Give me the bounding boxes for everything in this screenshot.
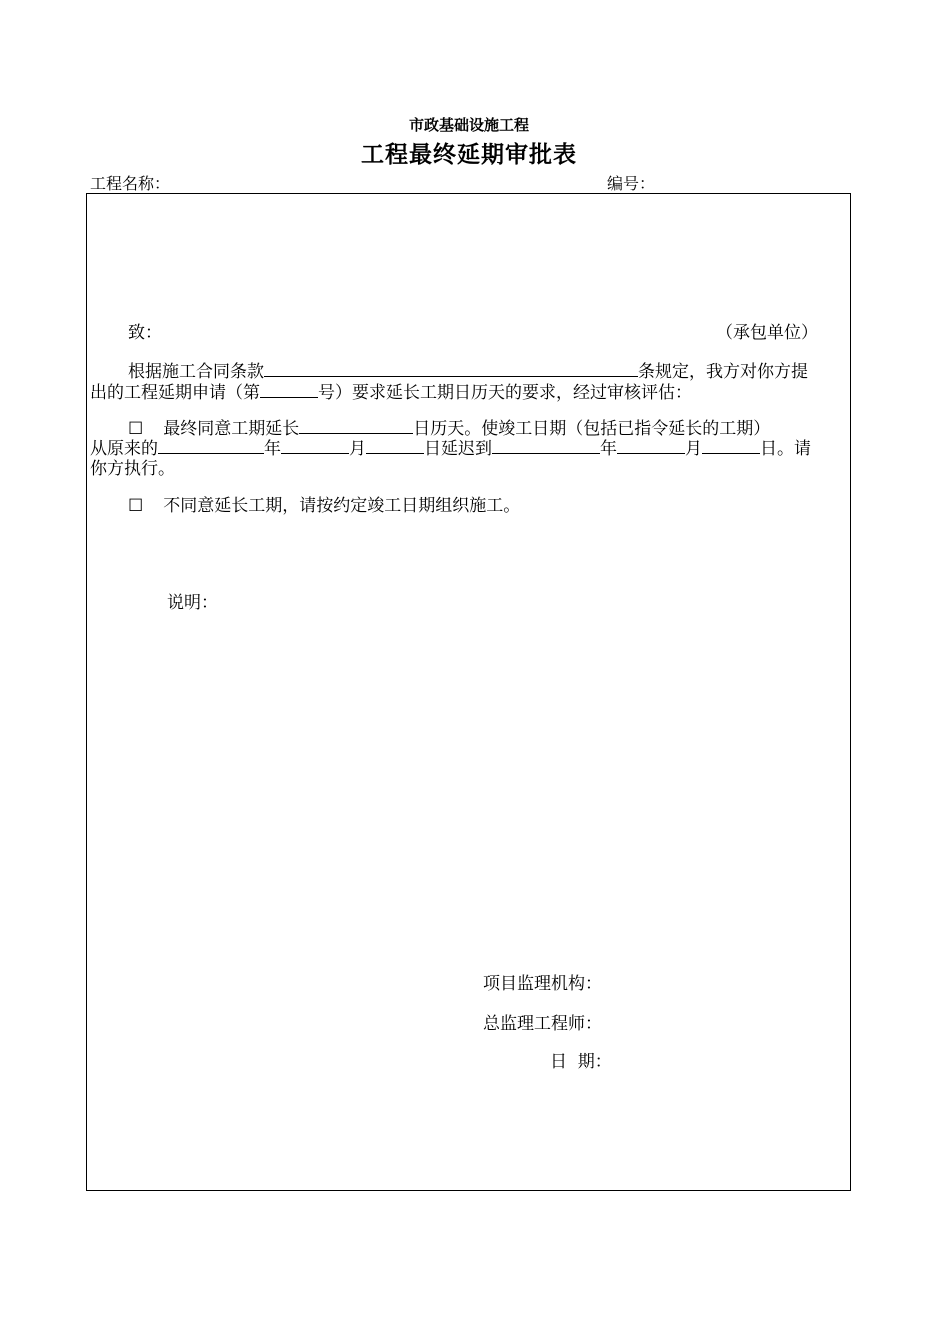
option1-line3: 你方执行。 — [90, 459, 175, 479]
option1-text-a: 最终同意工期延长 — [163, 419, 300, 439]
orig-day-blank — [366, 437, 424, 454]
para1-text-a: 根据施工合同条款 — [128, 362, 264, 382]
number-label: 编号： — [607, 174, 656, 193]
document-title: 工程最终延期审批表 — [361, 142, 577, 168]
option1-text-c: 从原来的 — [90, 439, 158, 459]
orig-year-blank — [158, 437, 264, 454]
new-day-blank — [702, 437, 760, 454]
option1-text-b: 日历天。使竣工日期（包括已指令延长的工期） — [413, 419, 771, 439]
option2-checkbox[interactable]: ☐ — [128, 496, 144, 516]
option2-line — [128, 491, 520, 516]
supervision-org-label: 项目监理机构： — [483, 974, 602, 994]
new-year-blank — [492, 437, 600, 454]
extension-days-blank — [299, 417, 413, 434]
contractor-note: （承包单位） — [716, 323, 818, 343]
application-no-blank — [260, 381, 318, 398]
para1-line2 — [90, 378, 692, 403]
option1-text-e: 日。请 — [760, 439, 811, 459]
para1-text-d: 号）要求延长工期日历天的要求，经过审核评估： — [318, 383, 692, 403]
option1-checkbox[interactable]: ☐ — [128, 419, 144, 439]
orig-month-label: 月 — [349, 439, 366, 459]
date-label: 日 期： — [550, 1052, 612, 1072]
option1-line2 — [90, 434, 811, 459]
project-name-label: 工程名称： — [90, 174, 171, 193]
to-label: 致： — [128, 323, 162, 343]
orig-year-label: 年 — [264, 439, 281, 459]
note-label: 说明： — [167, 593, 218, 613]
para1-text-c: 出的工程延期申请（第 — [90, 383, 260, 403]
para1-text-b: 条规定，我方对你方提 — [638, 362, 808, 382]
clause-blank — [264, 360, 638, 377]
option2-text: 不同意延长工期，请按约定竣工日期组织施工。 — [163, 496, 521, 516]
document-subtitle: 市政基础设施工程 — [408, 116, 529, 134]
chief-engineer-label: 总监理工程师： — [483, 1014, 602, 1034]
new-month-label: 月 — [685, 439, 702, 459]
new-month-blank — [617, 437, 685, 454]
option1-text-d: 日延迟到 — [424, 439, 492, 459]
new-year-label: 年 — [600, 439, 617, 459]
orig-month-blank — [281, 437, 349, 454]
